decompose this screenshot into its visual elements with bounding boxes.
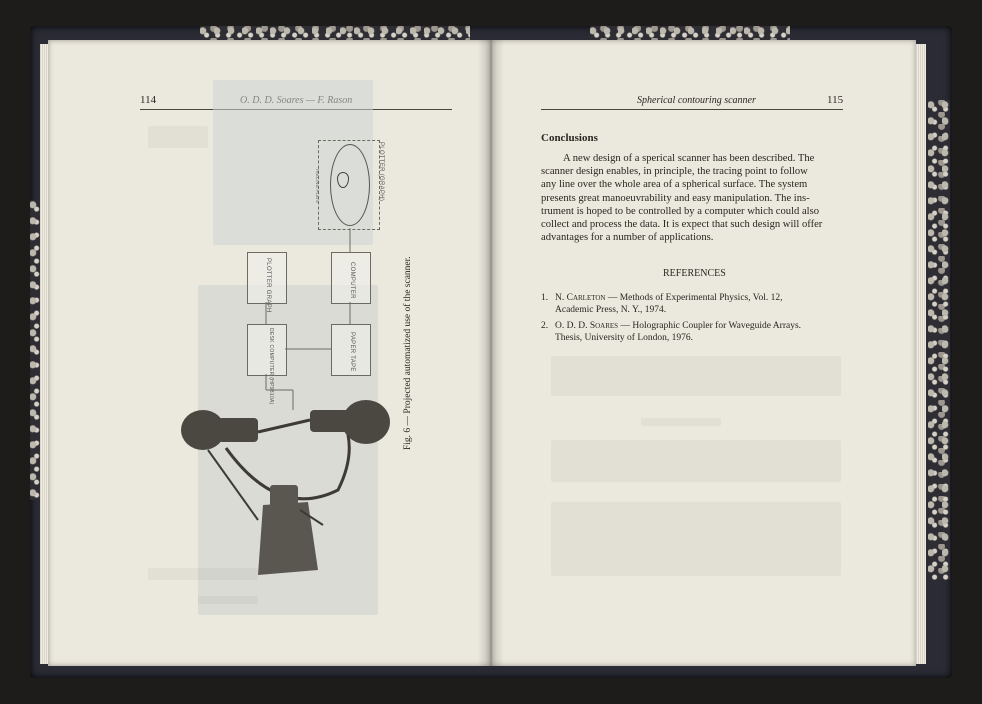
book-gutter (478, 40, 504, 666)
plotter-mark-label: TRACING PLATE (315, 168, 320, 204)
reference-author: N. Carleton (555, 293, 606, 303)
references-title: REFERENCES (663, 268, 726, 279)
paragraph-line: trument is hoped to be controlled by a computer which could also (541, 205, 820, 217)
show-through-text (148, 568, 258, 580)
reference-item-2 (541, 320, 841, 346)
show-through-text (148, 126, 208, 148)
reference-text: — Methods of Experimental Physics, Vol. 12, (605, 293, 783, 303)
paragraph-line: scanner design enables, in principle, the tracing point to follow (541, 166, 808, 178)
right-page (491, 40, 916, 666)
marbled-edge-right (928, 100, 950, 580)
diagram-connectors (48, 40, 491, 666)
reference-line: Academic Press, N. Y., 1974. (555, 305, 667, 315)
paper-tape-box-label: PAPER TAPE (349, 332, 355, 372)
reference-line (555, 292, 782, 304)
show-through-text (551, 440, 841, 482)
plotter-graph-box-label: PLOTTER GRAPH (265, 258, 271, 313)
right-header-rule (541, 109, 843, 110)
left-page-number: 114 (140, 94, 157, 106)
right-running-head: Spherical contouring scanner (637, 95, 756, 106)
show-through-text (198, 596, 258, 604)
reference-number: 1. (541, 293, 549, 303)
left-page (48, 40, 491, 666)
figure-caption: Fig. 6 — Projected automatized use of the scanner. (403, 256, 413, 450)
computer-box-label: COMPUTER (349, 262, 355, 299)
desk-computer-box-label: DESK COMPUTER (HP9810A) (268, 328, 274, 405)
paragraph-line: advantages for a number of applications. (541, 232, 714, 244)
paragraph-line: collect and process the data. It is expect that such design will offer (541, 219, 823, 231)
section-title: Conclusions (541, 132, 598, 144)
show-through-text (641, 418, 721, 426)
reference-author: O. D. D. Soares (555, 321, 619, 331)
reference-number: 2. (541, 321, 549, 331)
reference-line: Thesis, University of London, 1976. (555, 333, 694, 343)
right-page-number: 115 (827, 94, 844, 106)
show-through-text (551, 502, 841, 576)
paragraph-line: any line over the whole area of a spherical surface. The system (541, 179, 808, 191)
reference-item-1 (541, 292, 841, 318)
reference-text: — Holographic Coupler for Waveguide Arrays. (618, 321, 802, 331)
paragraph-line: presents great manoeuvrability and easy manipulation. The ins- (541, 192, 810, 204)
plotter-graph-label: PLOTTER (GRAPH) (378, 142, 384, 202)
paragraph-line: A new design of a sperical scanner has been described. The (563, 153, 815, 164)
show-through-text (551, 356, 841, 396)
reference-line (555, 320, 801, 332)
conclusions-paragraph (541, 152, 843, 244)
